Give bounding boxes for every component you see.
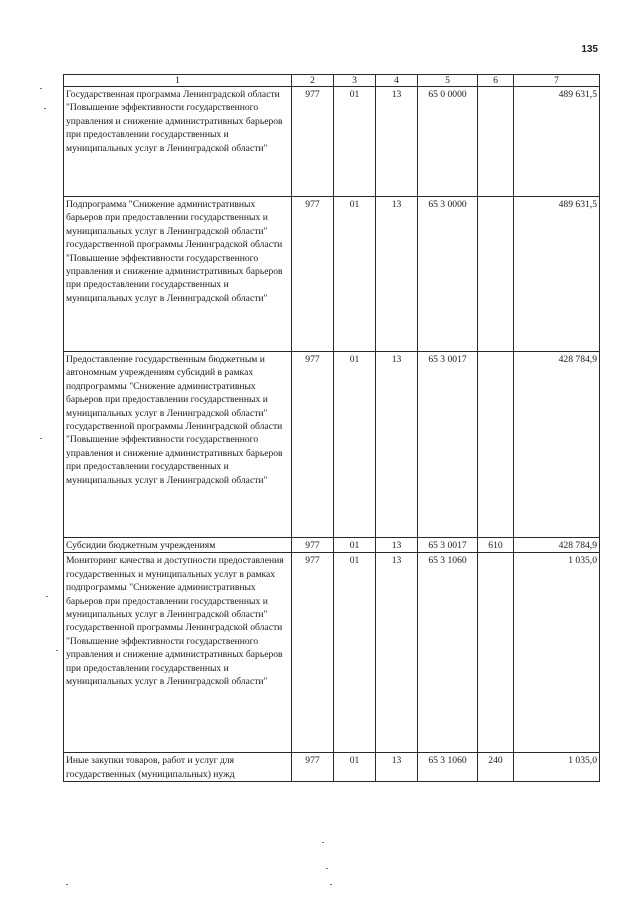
cell-expense-type	[478, 352, 514, 538]
header-cell: 5	[418, 75, 478, 87]
cell-ministry: 977	[292, 87, 334, 197]
cell-subsection: 13	[376, 87, 418, 197]
scan-speck	[66, 884, 68, 885]
header-cell: 4	[376, 75, 418, 87]
cell-expense-type	[478, 197, 514, 352]
budget-table	[63, 74, 600, 782]
cell-subsection: 13	[376, 352, 418, 538]
cell-ministry: 977	[292, 197, 334, 352]
cell-ministry: 977	[292, 352, 334, 538]
table-row	[64, 352, 600, 538]
header-cell: 6	[478, 75, 514, 87]
table-row	[64, 197, 600, 352]
row-name: Иные закупки товаров, работ и услуг для государственных (муниципальных) нужд	[64, 753, 292, 782]
scan-speck	[46, 596, 48, 597]
cell-expense-type: 610	[478, 538, 514, 553]
cell-target-item: 65 0 0000	[418, 87, 478, 197]
header-cell: 1	[64, 75, 292, 87]
cell-section: 01	[334, 87, 376, 197]
table-row	[64, 553, 600, 753]
cell-section: 01	[334, 352, 376, 538]
cell-amount: 489 631,5	[514, 197, 600, 352]
scan-speck	[56, 650, 58, 651]
row-name: Мониторинг качества и доступности предоставления государственных и муниципальных услуг в рамках подпрограммы "Снижение административных барьеров при предоставлении государственных и муниципальных услуг в Ленинградской области" государственной программы Ленинградской области "Повышение эффективности государственного управления и снижение административных барьеров при предоставлении государственных и муниципальных услуг в Ленинградской области"	[64, 553, 292, 753]
cell-subsection: 13	[376, 753, 418, 782]
scan-speck	[44, 108, 46, 109]
cell-target-item: 65 3 1060	[418, 753, 478, 782]
cell-ministry: 977	[292, 553, 334, 753]
cell-section: 01	[334, 197, 376, 352]
scan-speck	[330, 884, 332, 885]
cell-section: 01	[334, 538, 376, 553]
cell-target-item: 65 3 0000	[418, 197, 478, 352]
scan-speck	[326, 868, 328, 869]
table-row	[64, 753, 600, 782]
table-header-row	[64, 75, 600, 87]
row-name: Субсидии бюджетным учреждениям	[64, 538, 292, 553]
cell-target-item: 65 3 0017	[418, 538, 478, 553]
scan-speck	[322, 842, 324, 843]
row-name: Государственная программа Ленинградской области "Повышение эффективности государственного управления и снижение административных барьеров при предоставлении государственных и муниципальных услуг в Ленинградской области"	[64, 87, 292, 197]
header-cell: 2	[292, 75, 334, 87]
cell-amount: 1 035,0	[514, 753, 600, 782]
cell-subsection: 13	[376, 538, 418, 553]
cell-ministry: 977	[292, 753, 334, 782]
cell-amount: 489 631,5	[514, 87, 600, 197]
cell-section: 01	[334, 753, 376, 782]
cell-subsection: 13	[376, 197, 418, 352]
table-row	[64, 538, 600, 553]
row-name: Предоставление государственным бюджетным и автономным учреждениям субсидий в рамках подпрограммы "Снижение административных барьеров при предоставлении государственных и муниципальных услуг в Ленинградской области" государственной программы Ленинградской области "Повышение эффективности государственного управления и снижение административных барьеров при предоставлении государственных и муниципальных услуг в Ленинградской области"	[64, 352, 292, 538]
cell-target-item: 65 3 0017	[418, 352, 478, 538]
cell-section: 01	[334, 553, 376, 753]
cell-expense-type	[478, 553, 514, 753]
cell-ministry: 977	[292, 538, 334, 553]
table-row	[64, 87, 600, 197]
header-cell: 7	[514, 75, 600, 87]
cell-amount: 1 035,0	[514, 553, 600, 753]
cell-subsection: 13	[376, 553, 418, 753]
cell-expense-type	[478, 87, 514, 197]
cell-amount: 428 784,9	[514, 538, 600, 553]
row-name: Подпрограмма "Снижение административных барьеров при предоставлении государственных и муниципальных услуг в Ленинградской области" государственной программы Ленинградской области "Повышение эффективности государственного управления и снижение административных барьеров при предоставлении государственных и муниципальных услуг в Ленинградской области"	[64, 197, 292, 352]
cell-target-item: 65 3 1060	[418, 553, 478, 753]
scan-speck	[40, 438, 42, 439]
cell-expense-type: 240	[478, 753, 514, 782]
scan-speck	[40, 88, 42, 89]
header-cell: 3	[334, 75, 376, 87]
page-number: 135	[581, 44, 598, 55]
cell-amount: 428 784,9	[514, 352, 600, 538]
